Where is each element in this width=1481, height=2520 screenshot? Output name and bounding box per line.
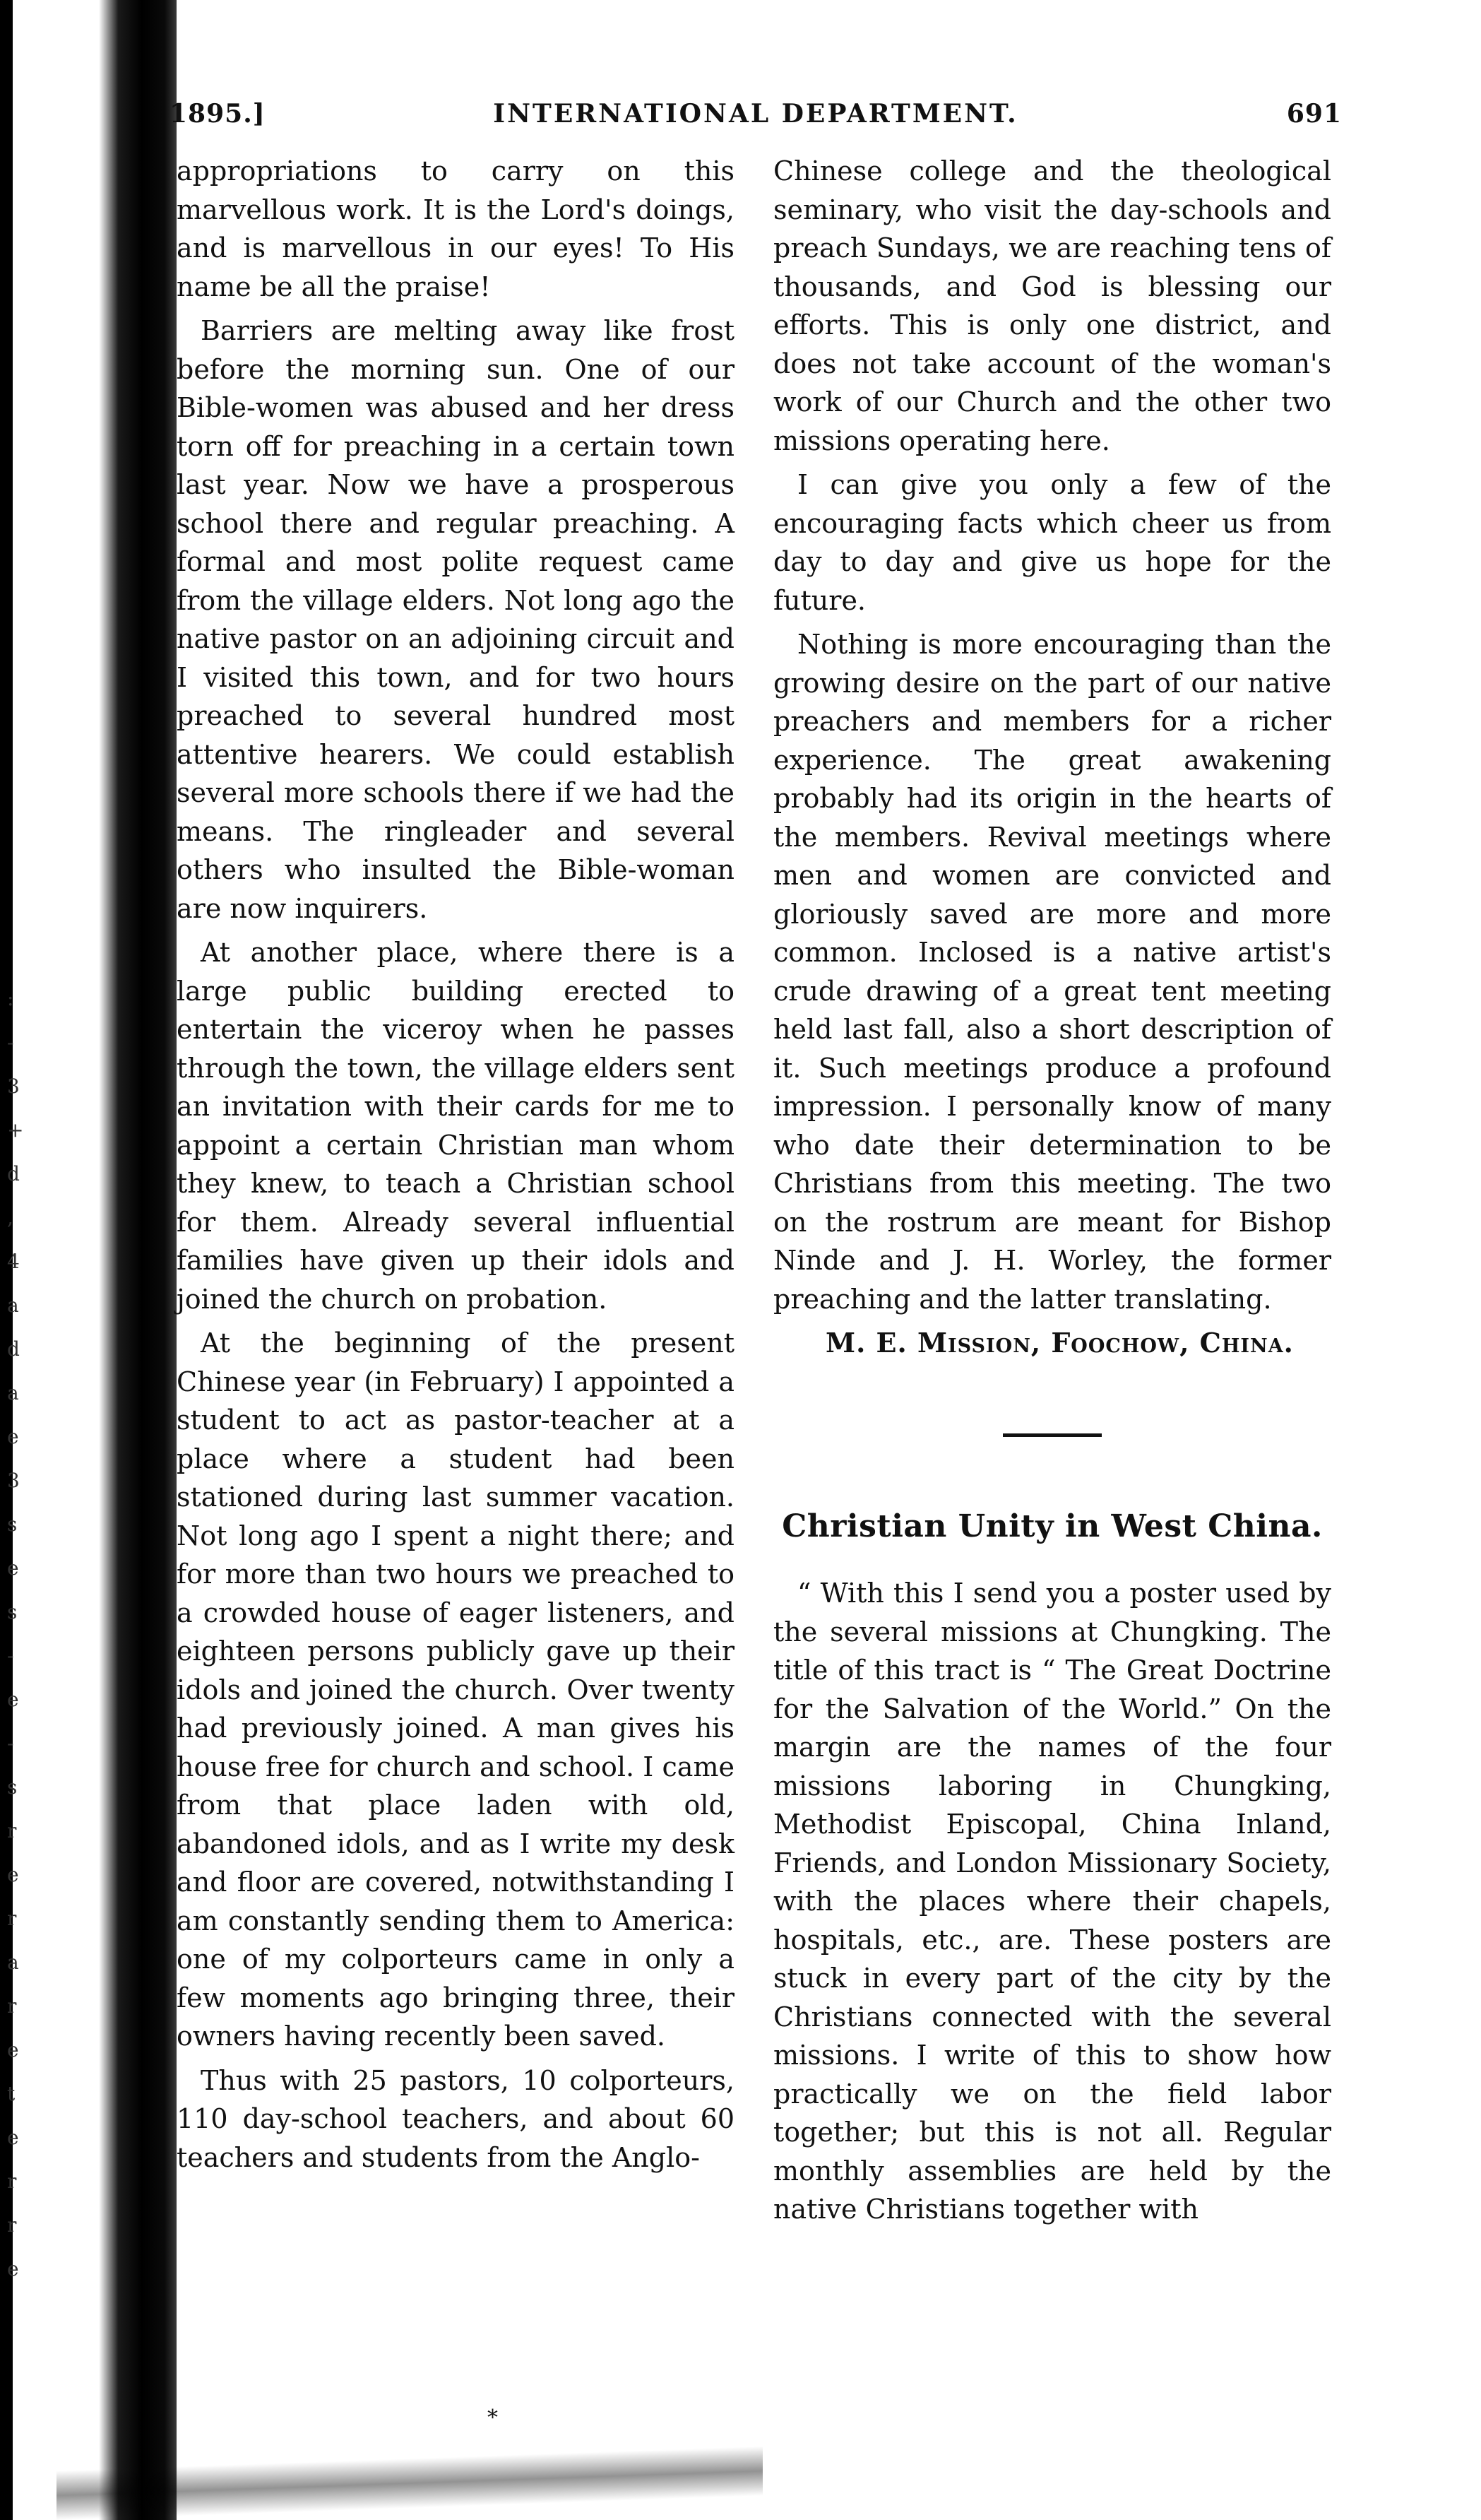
gutter-fragment: 3 — [7, 1075, 20, 1098]
running-head-title: INTERNATIONAL DEPARTMENT. — [493, 99, 1018, 129]
gutter-fragment: r — [7, 1907, 17, 1930]
gutter-fragment: e — [7, 1425, 19, 1448]
paragraph: At the beginning of the present Chinese year (in February) I appointed a student to act as pastor-teacher at a place where a student had been stationed during last summer vacation. Not long ago I spent a night there; and for more than two hours we preached to a crowded house of eager listeners, and eighteen persons publicly gave up their idols and joined the church. Over twenty had previously joined. A man gives his house free for church and school. I came from that place laden with old, abandoned idols, and as I write my desk and floor are covered, notwithstanding I am constantly sending them to America: one of my colporteurs came in only a few moments ago bringing three, their owners having recently been saved. — [177, 1327, 734, 2052]
gutter-fragment: 4 — [7, 1250, 20, 1273]
gutter-fragment: , — [7, 1206, 13, 1229]
gutter-fragment: e — [7, 1863, 19, 1886]
running-head — [169, 99, 1342, 141]
gutter-fragment: a — [7, 1951, 19, 1974]
gutter-fragment: 3 — [7, 1469, 20, 1492]
paragraph: At another place, where there is a large public building erected to entertain the viceroy when he passes through the town, the village elders sent an invitation with their cards for me to appoint a certain Christian man whom they knew, to teach a Christian school for them. Already several influential families have given up their idols and joined the church on probation. — [177, 937, 734, 1315]
gutter-fragment: d — [7, 1162, 20, 1185]
gutter-fragment: r — [7, 2170, 17, 2193]
gutter-fragment: + — [7, 1118, 24, 1142]
gutter-fragment: r — [7, 2213, 17, 2237]
paragraph: Thus with 25 pastors, 10 colporteurs, 110 day-school teachers, and about 60 teachers and students from the Anglo- — [177, 2064, 734, 2173]
gutter-fragment: d — [7, 1337, 20, 1361]
gutter-fragment: e — [7, 2257, 19, 2281]
gutter-fragment: a — [7, 1294, 19, 1317]
running-head-year: 1895.] — [169, 99, 266, 129]
gutter-fragment: e — [7, 1556, 19, 1580]
gutter-fragment: e — [7, 2126, 19, 2149]
page-number: 691 — [1286, 99, 1342, 129]
gutter-fragment: - — [7, 1732, 14, 1755]
paragraph: Nothing is more encouraging than the growing desire on the part of our native preachers and members for a richer experience. The great awakening probably had its origin in the hearts of the members. Revival meetings where men and women are convicted and gloriously saved are more and more common. Inclosed is a native artist's crude drawing of a great tent meeting held last fall, also a short description of it. Such meetings produce a profound impression. I personally know of many who date their determination to be Christians from this meeting. The two on the rostrum are meant for Bishop Ninde and J. H. Worley, the former preaching and the latter translating. — [773, 629, 1331, 1315]
gutter-fragment: e — [7, 1688, 19, 1711]
gutter-fragment: s — [7, 1600, 18, 1623]
section-heading: Christian Unity in West China. — [782, 1508, 1323, 1544]
stray-mark: * — [487, 2406, 498, 2430]
gutter-fragment: t — [7, 2082, 16, 2105]
paragraph: Barriers are melting away like frost before the morning sun. One of our Bible-women was abused and her dress torn off for preaching in a certain town last year. Now we have a prosperous school there and regular preaching. A formal and most polite request came from the village elders. Not long ago the native pastor on an adjoining circuit and I visited this town, and for two hours preached to several hundred most attentive hearers. We could establish several more schools there if we had the means. The ringleader and several others who insulted the Bible-woman are now inquirers. — [177, 315, 734, 924]
section-divider — [1003, 1433, 1102, 1437]
gutter-fragment: r — [7, 1819, 17, 1842]
gutter-fragment: - — [7, 1031, 14, 1054]
left-column — [177, 152, 734, 2182]
gutter-fragment: s — [7, 1775, 18, 1799]
book-gutter-shadow — [99, 0, 177, 2520]
paragraph: “ With this I send you a poster used by the several missions at Chungking. The title of this tract is “ The Great Doctrine for the Salvation of the World.” On the margin are the names of the four missions laboring in Chungking, Methodist Episcopal, China Inland, Friends, and London Missionary Society, with the places where their chapels, hospitals, etc., are. These posters are stuck in every part of the city by the Christians connected with the several missions. I write of this to show how practically we on the field labor together; but this is not all. Regular monthly assemblies are held by the native Christians together with — [773, 1578, 1331, 2225]
paragraph: I can give you only a few of the encouraging facts which cheer us from day to day and give us hope for the future. — [773, 469, 1331, 616]
paragraph: appropriations to carry on this marvellous work. It is the Lord's doings, and is marvellous in our eyes! To His name be all the praise! — [177, 155, 734, 302]
gutter-fragment: s — [7, 1513, 18, 1536]
gutter-fragment: e — [7, 2038, 19, 2061]
paragraph: Chinese college and the theological seminary, who visit the day-schools and preach Sundays, we are reaching tens of thousands, and God is blessing our efforts. This is only one district, and does not take account of the woman's work of our Church and the other two missions operating here. — [773, 155, 1331, 456]
gutter-fragment: - — [7, 1644, 14, 1667]
gutter-fragment: r — [7, 1994, 17, 2018]
gutter-fragment: a — [7, 1381, 19, 1404]
signature-line: M. E. Mission, Foochow, China. — [826, 1327, 1294, 1359]
right-column — [773, 152, 1331, 2235]
gutter-fragment: : — [7, 987, 14, 1010]
